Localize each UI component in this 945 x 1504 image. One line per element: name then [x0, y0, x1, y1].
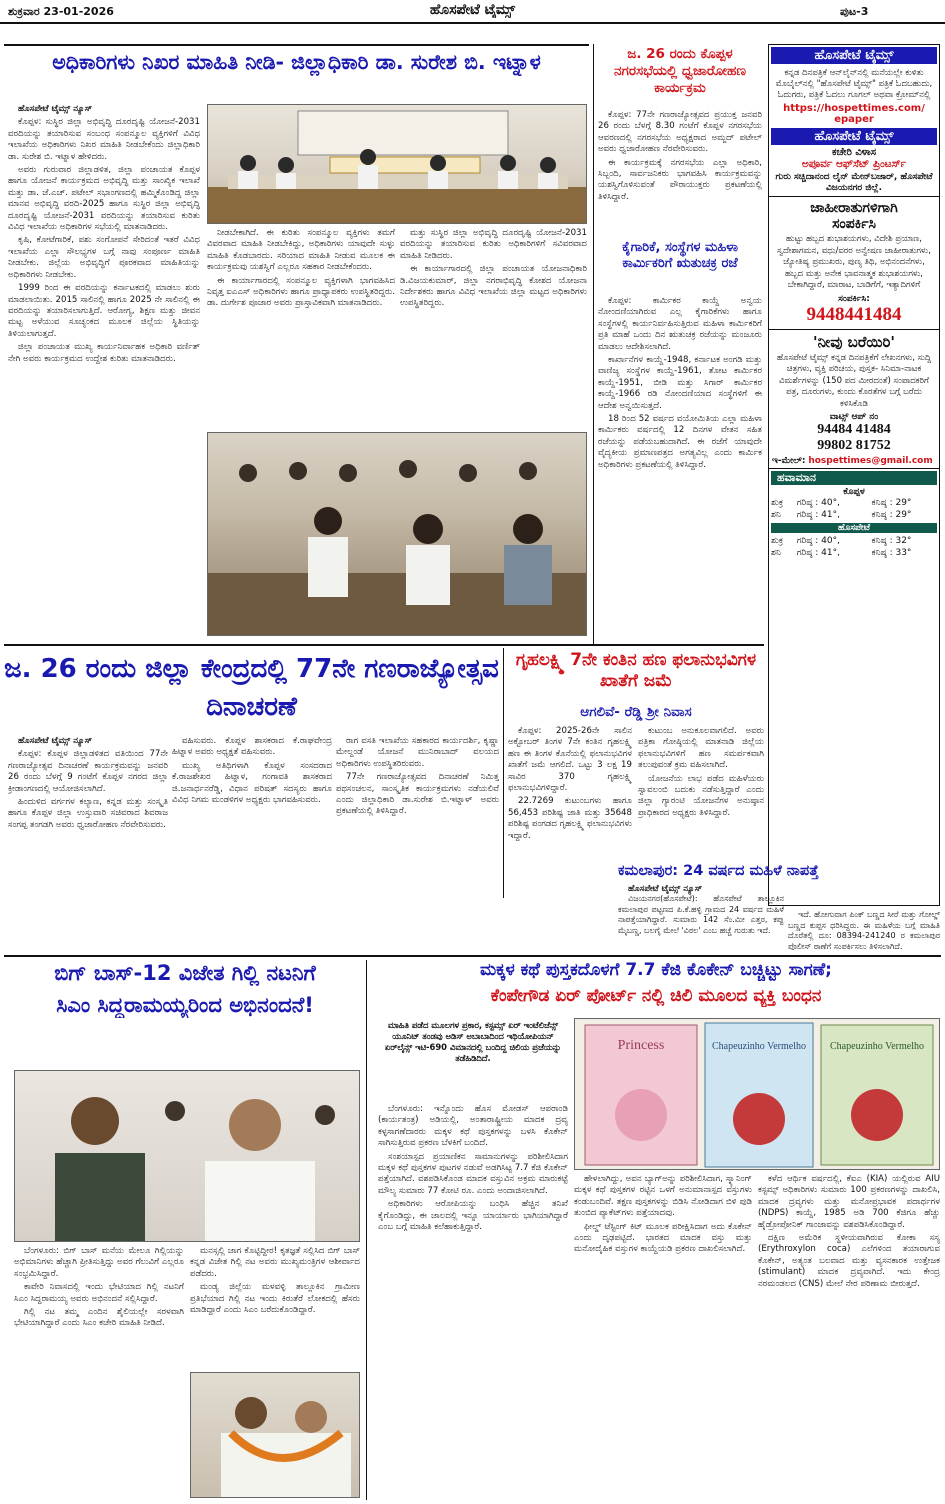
- masthead: [0, 0, 945, 24]
- article7-headline-2: ಸಿಎಂ ಸಿದ್ದರಾಮಯ್ಯರಿಂದ ಅಭಿನಂದನೆ!: [56, 993, 314, 1017]
- article2-headline: ಜ. 26 ರಂದು ಕೊಪ್ಪಳ ನಗರಸಭೆಯಲ್ಲಿ ಧ್ವಜಾರೋಹಣ ಕಾರ್ಯಕ್ರಮ: [614, 46, 746, 96]
- weather-city-1: ಕೊಪ್ಪಳ: [843, 487, 865, 497]
- epaper-url-path[interactable]: epaper: [834, 114, 874, 125]
- weather-row: ಶನಿ ಗರಿಷ್ಠ : 41°, ಕನಿಷ್ಠ : 33°: [771, 548, 912, 558]
- books-illustration: [575, 1019, 940, 1170]
- weather-row: ಶುಕ್ರ ಗರಿಷ್ಠ : 40°, ಕನಿಷ್ಠ : 29°: [771, 498, 912, 508]
- ads-phone[interactable]: 9448441484: [769, 304, 939, 330]
- article1-col2: ನೀಡಬೇಕಾಗಿದೆ. ಈ ಕುರಿತು ಸಂಪನ್ಮೂಲ ವ್ಯಕ್ತಿಗಳು ತಮಗೆ ವಿವರವಾದ ಮಾಹಿತಿ ನೀಡಬೇಕಿದ್ದು, ಅಧಿಕಾರಿಗಳು ಯಾವುದೇ ಸುಳ್ಳು ಮಾಹಿತಿ ಕೊಡಬಾರದು. ಸರಿಯಾದ ಮಾಹಿತಿ ನೀಡುವ ಮೂಲಕ ಈ ಕಾರ್ಯಕ್ರಮವು ಯಶಸ್ವಿಗೆ ಎಲ್ಲರೂ ಸಹಕಾರ ನೀಡಬೇಕೆಂದರು. ಈ ಕಾರ್ಯಾಗಾರದಲ್ಲಿ ಸಂಪನ್ಮೂಲ ವ್ಯಕ್ತಿಗಳಾಗಿ ಭಾಗವಹಿಸಿದ ನಿವೃತ್ತ ಐಎಎಸ್ ಅಧಿಕಾರಿಗಳು ಹಾಗೂ ಪ್ರಾಧ್ಯಾಪಕರು ಉಪಸ್ಥಿತರಿದ್ದರು. ಡಾ. ದುರ್ಗೇಶ ಪೂಜಾರ ಅವರು ಪ್ರಾಸ್ತಾವಿಕವಾಗಿ ಮಾತನಾಡಿದರು.: [207, 228, 395, 309]
- office-label: ಕಚೇರಿ ವಿಳಾಸ: [831, 147, 877, 158]
- printer-name: ಅಪೂರ್ವ ಆಫ್‌ಸೆಟ್ ಪ್ರಿಂಟರ್ಸ್: [801, 158, 907, 170]
- weather-city-2: ಹೊಸಪೇಟೆ: [771, 523, 937, 533]
- article8-lead: ಮಾಹಿತಿ ಪಡೆದ ಮೂಲಗಳ ಪ್ರಕಾರ, ಕಸ್ಟಮ್ಸ್ ಏರ್ ಇಂಟೆಲಿಜೆನ್ಸ್ ಯೂನಿಟ್ ತಂಡವು ಅಡಿಸ್ ಅಬಾಬಾದಿಂದ ಇಥಿಯೋಪಿಯನ್ ಏರ್‌ಲೈನ್ಸ್ ಇಟಿ-690 ವಿಮಾನದಲ್ಲಿ ಬಂದಿದ್ದ ಚಿಲಿಯ ಪ್ರಜೆಯನ್ನು ತಡೆಹಿಡಿದಿದೆ.: [384, 1020, 562, 1063]
- email-label: ಇ-ಮೇಲ್:: [772, 456, 806, 466]
- article4-col3: ರಾಗ ವಸತಿ ಇಲಾಖೆಯ ಸಹಕಾರದ ಕಾರ್ಯದರ್ಶಿ, ಕೃಷ್ಣಾ ಮೇಲ್ದಂಡೆ ಯೋಜನೆ ಮುನಿರಾಬಾದ್ ವಲಯದ ಅಧಿಕಾರಿಗಳು ಉಪಸ್ಥಿತರಿರುವರು. 77ನೇ ಗಣರಾಜ್ಯೋತ್ಸವದ ದಿನಾಚರಣೆ ನಿಮಿತ್ತ ಪಥಸಂಚಲನ, ಸಾಂಸ್ಕೃತಿಕ ಕಾರ್ಯಕ್ರಮಗಳು ನಡೆಯಲಿವೆ ಎಂದು ಜಿಲ್ಲಾಧಿಕಾರಿ ಡಾ.ಸುರೇಶ ಬಿ.ಇಟ್ನಾಳ್ ಅವರು ಪ್ರಕಟಣೆಯಲ್ಲಿ ತಿಳಿಸಿದ್ದಾರೆ.: [336, 736, 499, 817]
- article2-body: ಕೊಪ್ಪಳ: 77ನೇ ಗಣರಾಜ್ಯೋತ್ಸವದ ಪ್ರಯುಕ್ತ ಜನವರಿ 26 ರಂದು ಬೆಳಗ್ಗೆ 8.30 ಗಂಟೆಗೆ ಕೊಪ್ಪಳ ನಗರಸಭೆಯ ಆವರಣದಲ್ಲಿ ನಗರಸಭೆಯ ಅಧ್ಯಕ್ಷರಾದ ಅಮ್ಜದ್ ಪಟೇಲ್ ಅವರು ಧ್ವಜಾರೋಹಣ ನೆರವೇರಿಸುವರು. ಈ ಕಾರ್ಯಕ್ರಮಕ್ಕೆ ನಗರಸಭೆಯ ಎಲ್ಲಾ ಅಧಿಕಾರಿ, ಸಿಬ್ಬಂದಿ, ಸಾರ್ವಜನಿಕರು ಭಾಗವಹಿಸಿ ಕಾರ್ಯಕ್ರಮವನ್ನು ಯಶಸ್ವಿಗೊಳಿಸುವಂತೆ ಪೌರಾಯುಕ್ತರು ಪ್ರಕಟಣೆಯಲ್ಲಿ ತಿಳಿಸಿದ್ದಾರೆ.: [598, 110, 762, 202]
- article8-col1: ಬೆಂಗಳೂರು: ಇನ್ನೊಂದು ಹೊಸ ಮೋಡಸ್ ಆಪರಾಂಡಿ (ಕಾರ್ಯತಂತ್ರ) ಅಡಿಯಲ್ಲಿ, ಅಂತಾರಾಷ್ಟ್ರೀಯ ಮಾದಕ ದ್ರವ್ಯ ಕಳ್ಳಸಾಗಣೆದಾರರು ಮಕ್ಕಳ ಕಥೆ ಪುಸ್ತಕಗಳನ್ನು ಬಳಸಿ ಕೊಕೇನ್ ಸಾಗಿಸುತ್ತಿರುವ ಪ್ರಕರಣ ಬೆಳಕಿಗೆ ಬಂದಿದೆ. ಸಂಶಯಾಸ್ಪದ ಪ್ರಯಾಣಿಕನ ಸಾಮಾನುಗಳನ್ನು ಪರಿಶೀಲಿಸಿದಾಗ ಮಕ್ಕಳ ಕಥೆ ಪುಸ್ತಕಗಳ ಪುಟಗಳ ನಡುವೆ ಅಡಗಿಸಿಟ್ಟ 7.7 ಕೆಜಿ ಕೊಕೇನ್ ಪತ್ತೆಯಾಗಿದೆ. ವಶಪಡಿಸಿಕೊಂಡ ಮಾದಕ ವಸ್ತುವಿನ ಅಕ್ರಮ ಮಾರುಕಟ್ಟೆ ಮೌಲ್ಯ ಸುಮಾರು 77 ಕೋಟಿ ರೂ. ಎಂದು ಅಂದಾಜಿಸಲಾಗಿದೆ. ಅಧಿಕಾರಿಗಳು ಆರೋಪಿಯನ್ನು ಬಂಧಿಸಿ ಹೆಚ್ಚಿನ ತನಿಖೆ ಕೈಗೊಂಡಿದ್ದು, ಈ ಜಾಲದಲ್ಲಿ ಇನ್ನೂ ಯಾರ್ಯಾರು ಭಾಗಿಯಾಗಿದ್ದಾರೆ ಎಂಬ ಬಗ್ಗೆ ಮಾಹಿತಿ ಕಲೆಹಾಕುತ್ತಿದ್ದಾರೆ.: [378, 1104, 568, 1233]
- article7-col2: ಮನಸ್ಸಲ್ಲಿ ಜಾಗ ಕೊಟ್ಟಿದ್ದೀರ! ಕೃತಜ್ಞತೆ ಸಲ್ಲಿಸಿದ ಬಿಗ್ ಬಾಸ್ ಕನ್ನಡ ವಿಜೇತ ಗಿಲ್ಲಿ ನಟ ಅವರು ಮುಖ್ಯಮಂತ್ರಿಗಳ ಆಶೀರ್ವಾದ ಪಡೆದರು. ಮಂಡ್ಯ ಜಿಲ್ಲೆಯ ಮಳವಳ್ಳಿ ತಾಲ್ಲೂಕಿನ ಗ್ರಾಮೀಣ ಪ್ರತಿಭೆಯಾದ ಗಿಲ್ಲಿ ನಟ ಇಂದು ಕಿರುತೆರೆ ಲೋಕದಲ್ಲಿ ಹೆಸರು ಮಾಡಿದ್ದಾರೆ ಎಂದು ಸಿಎಂ ಬರೆದುಕೊಂಡಿದ್ದಾರೆ.: [190, 1246, 360, 1316]
- book-title-2: Chapeuzinho Vermelho: [712, 1041, 806, 1052]
- page-number: ಪುಟ-3: [840, 5, 869, 18]
- weather-table-1: [769, 497, 939, 521]
- article5-col2: ಕುಟುಂಬ ಅನುಕೂಲವಾಗಲಿದೆ. ಅವರು ಪತ್ರಿಕಾ ಗೋಷ್ಠಿಯಲ್ಲಿ ಮಾತನಾಡಿ ಜಿಲ್ಲೆಯ ಫಲಾನುಭವಿಗಳಿಗೆ ಹಣ ಸಮರ್ಪಕವಾಗಿ ತಲುಪುವಂತೆ ಕ್ರಮ ವಹಿಸಲಾಗಿದೆ. ಯೋಜನೆಯ ಲಾಭ ಪಡೆದ ಮಹಿಳೆಯರು ಸ್ವಾವಲಂಬಿ ಬದುಕು ನಡೆಸುತ್ತಿದ್ದಾರೆ ಎಂದು ಜಿಲ್ಲಾ ಗ್ಯಾರಂಟಿ ಯೋಜನೆಗಳ ಅನುಷ್ಠಾನ ಪ್ರಾಧಿಕಾರದ ಅಧ್ಯಕ್ಷರು ತಿಳಿಸಿದ್ದಾರೆ.: [638, 726, 764, 818]
- article3-headline: ಕೈಗಾರಿಕೆ, ಸಂಸ್ಥೆಗಳ ಮಹಿಳಾ ಕಾರ್ಮಿಕರಿಗೆ ಋತುಚಕ್ರ ರಜೆ: [622, 240, 738, 272]
- cocaine-books-photo: [574, 1018, 940, 1170]
- article1-col1: ಹೊಸಪೇಟೆ ಟೈಮ್ಸ್ ನ್ಯೂಸ್ ಕೊಪ್ಪಳ: ಸುಸ್ಥಿರ ಜಿಲ್ಲಾ ಅಭಿವೃದ್ಧಿ ದೂರದೃಷ್ಟಿ ಯೋಜನೆ-2031 ವರದಿಯನ್ನು ತಯಾರಿಸುವ ಸಂಬಂಧ ಸಂಪನ್ಮೂಲ ವ್ಯಕ್ತಿಗಳಿಗೆ ವಿವಿಧ ಇಲಾಖೆಯ ಅಧಿಕಾರಿಗಳು ನಿಖರ ಮಾಹಿತಿ ನೀಡಬೇಕೆಂದು ಜಿಲ್ಲಾಧಿಕಾರಿ ಡಾ. ಸುರೇಶ ಬಿ. ಇಟ್ನಾಳ ಹೇಳಿದರು. ಅವರು ಗುರುವಾರ ಜಿಲ್ಲಾಡಳಿತ, ಜಿಲ್ಲಾ ಪಂಚಾಯತ ಕೊಪ್ಪಳ ಹಾಗೂ ಯೋಜನೆ ಕಾರ್ಯಕ್ರಮದ ಅಭಿವೃದ್ಧಿ ಮತ್ತು ಸಾಂಖ್ಯಿಕ ಇಲಾಖೆ ಮತ್ತು ಡಾ. ಜೆ.ಎಚ್. ಪಟೇಲ್ ಸಭಾಂಗಣದಲ್ಲಿ ಹಮ್ಮಿಕೊಂಡಿದ್ದ ಜಿಲ್ಲಾ ಮಾನವ ಅಭಿವೃದ್ಧಿ ವರದಿ-2025 ಹಾಗೂ ಸುಸ್ಥಿರ ಜಿಲ್ಲಾ ಅಭಿವೃದ್ಧಿ ದೂರದೃಷ್ಟಿ ಯೋಜನೆ-2031 ವರದಿಯನ್ನು ತಯಾರಿಸುವ ಕುರಿತು ವಿವಿಧ ಇಲಾಖೆಯ ಅಧಿಕಾರಿಗಳ ಸಭೆಯಲ್ಲಿ ಮಾತನಾಡಿದರು. ಕೃಷಿ, ಕೋಟೆಗಾರಿಕೆ, ಪಶು ಸಂಗೋಪನೆ ಸೇರಿದಂತೆ ಇತರೆ ವಿವಿಧ ಇಲಾಖೆಯ ಎಲ್ಲಾ ಸೌಲಭ್ಯಗಳ ಬಗ್ಗೆ ನಾವು ಸಂಪೂರ್ಣ ಮಾಹಿತಿ ನೀಡಬೇಕು. ಜಿಲ್ಲೆಯ ಅಭಿವೃದ್ಧಿಗೆ ಪೂರಕವಾದ ಮಾಹಿತಿಯನ್ನು ಅಧಿಕಾರಿಗಳು ನೀಡಬೇಕು. 1999 ರಿಂದ ಈ ವರದಿಯನ್ನು ಕರ್ನಾಟಕದಲ್ಲಿ ಮಾಡಲು ಶುರು ಮಾಡಲಾಯಿತು. 2015 ಸಾಲಿನಲ್ಲಿ ಹಾಗೂ 2025 ನೇ ಸಾಲಿನಲ್ಲಿ ಈ ವರದಿಯನ್ನು ತಯಾರಿಸಲಾಗುತ್ತಿದೆ. ಆರೋಗ್ಯ, ಶಿಕ್ಷಣ ಮತ್ತು ಜೀವನ ಮಟ್ಟ ಅಳೆಯುವ ಸೂಚ್ಯಂಕದ ಮೂಲಕ ಜಿಲ್ಲೆಯ ಸ್ಥಿತಿಯನ್ನು ತಿಳಿಯಲಾಗುತ್ತದೆ. ಜಿಲ್ಲಾ ಪಂಚಾಯತ ಮುಖ್ಯ ಕಾರ್ಯನಿರ್ವಾಹಕ ಅಧಿಕಾರಿ ವರ್ಣಿತ್ ನೇಗಿ ಅವರು ಕಾರ್ಯಕ್ರಮದ ಉದ್ದೇಶ ಕುರಿತು ಮಾತನಾಡಿದರು.: [8, 104, 200, 364]
- article6-col1: ಹೊಸಪೇಟೆ ಟೈಮ್ಸ್ ನ್ಯೂಸ್: [628, 884, 703, 894]
- weather-title: ಹವಾಮಾನ: [771, 471, 937, 485]
- article5-col1: ಕೊಪ್ಪಳ: 2025-26ನೇ ಸಾಲಿನ ಅಕ್ಟೋಬರ್ ತಿಂಗಳ 7ನೇ ಕಂತಿನ ಗೃಹಲಕ್ಷ್ಮಿ ಹಣ ಈ ತಿಂಗಳ ಕೊನೆಯಲ್ಲಿ ಫಲಾನುಭವಿಗಳ ಖಾತೆಗೆ ಜಮೆ ಆಗಲಿದೆ. ಒಟ್ಟು 3 ಲಕ್ಷ 19 ಸಾವಿರ 370 ಗೃಹಲಕ್ಷ್ಮಿ ಫಲಾನುಭವಿಗಳಿದ್ದಾರೆ. 22.7269 ಕುಟುಂಬಗಳು ಹಾಗೂ 56,453 ಪರಿಶಿಷ್ಟ ಜಾತಿ ಮತ್ತು 35648 ಪರಿಶಿಷ್ಟ ಪಂಗಡದ ಗೃಹಲಕ್ಷ್ಮಿ ಫಲಾನುಭವಿಗಳು ಇದ್ದಾರೆ.: [508, 726, 632, 841]
- meeting-audience-photo: [207, 432, 587, 636]
- sidebar: [768, 44, 940, 906]
- whatsapp-phone-1[interactable]: 94484 41484: [817, 422, 891, 437]
- audience-illustration: [208, 433, 587, 636]
- article6-headline: ಕಮಲಾಪುರ: 24 ವರ್ಷದ ಮಹಿಳೆ ನಾಪತ್ತೆ: [618, 863, 819, 879]
- issue-date: ಶುಕ್ರವಾರ 23-01-2026: [8, 5, 114, 18]
- weather-row: ಶನಿ ಗರಿಷ್ಠ : 41°, ಕನಿಷ್ಠ : 29°: [771, 510, 912, 520]
- weather-table-2: [769, 535, 939, 559]
- article5-headline: ಗೃಹಲಕ್ಷ್ಮಿ 7ನೇ ಕಂತಿನ ಹಣ ಫಲಾನುಭವಿಗಳ ಖಾತೆಗೆ ಜಮೆ: [515, 650, 757, 692]
- article3-body: ಕೊಪ್ಪಳ: ಕಾರ್ಮಿಕರ ಕಾಯ್ದೆ ಅನ್ವಯ ನೋಂದಣಿಯಾಗಿರುವ ಎಲ್ಲ ಕೈಗಾರಿಕೆಗಳು ಹಾಗೂ ಸಂಸ್ಥೆಗಳಲ್ಲಿ ಕಾರ್ಯನಿರ್ವಹಿಸುತ್ತಿರುವ ಮಹಿಳಾ ಕಾರ್ಮಿಕರಿಗೆ ಪ್ರತಿ ಮಾಹೆ ಒಂದು ದಿನ ಋತುಚಕ್ರ ರಜೆಯನ್ನು ಮಂಜೂರು ಮಾಡಲು ಆದೇಶಿಸಲಾಗಿದೆ. ಕಾರ್ಖಾನೆಗಳ ಕಾಯ್ದೆ-1948, ಕರ್ನಾಟಕ ಅಂಗಡಿ ಮತ್ತು ವಾಣಿಜ್ಯ ಸಂಸ್ಥೆಗಳ ಕಾಯ್ದೆ-1961, ತೋಟ ಕಾರ್ಮಿಕರ ಕಾಯ್ದೆ-1951, ಬೀಡಿ ಮತ್ತು ಸಿಗಾರ್ ಕಾರ್ಮಿಕರ ಕಾಯ್ದೆ-1966 ರಡಿ ನೋಂದಣಿಯಾದ ಸಂಸ್ಥೆಗಳಿಗೆ ಈ ಆದೇಶ ಅನ್ವಯಿಸುತ್ತದೆ. 18 ರಿಂದ 52 ವರ್ಷದ ವಯೋಮಿತಿಯ ಎಲ್ಲಾ ಮಹಿಳಾ ಕಾರ್ಮಿಕರು ವರ್ಷದಲ್ಲಿ 12 ದಿನಗಳ ವೇತನ ಸಹಿತ ರಜೆಯನ್ನು ಪಡೆಯಬಹುದಾಗಿದೆ. ಈ ರಜೆಗೆ ಯಾವುದೇ ವೈದ್ಯಕೀಯ ಪ್ರಮಾಣಪತ್ರದ ಅಗತ್ಯವಿಲ್ಲ ಎಂದು ಕಾರ್ಮಿಕ ಅಧಿಕಾರಿಗಳು ಪ್ರಕಟಣೆಯಲ್ಲಿ ತಿಳಿಸಿದ್ದಾರೆ.: [598, 296, 762, 470]
- article1-dateline: ಹೊಸಪೇಟೆ ಟೈಮ್ಸ್ ನ್ಯೂಸ್: [18, 104, 93, 114]
- book-title-1: Princess: [617, 1038, 665, 1053]
- article8-col2: ಹೇಳಲಾಗಿದ್ದು, ಅವನ ಬ್ಯಾಗ್‌ಅನ್ನು ಪರಿಶೀಲಿಸಿದಾಗ, ಸ್ಕ್ಯಾನಿಂಗ್ ಮಕ್ಕಳ ಕಥೆ ಪುಸ್ತಕಗಳ ರಟ್ಟಿನ ಒಳಗೆ ಅನುಮಾನಾಸ್ಪದ ವಸ್ತುಗಳು ಕಂಡುಬಂದಿವೆ. ತಕ್ಷಣ ಪುಸ್ತಕಗಳನ್ನು ಬಿಡಿಸಿ ನೋಡಿದಾಗ ಬಿಳಿ ಪುಡಿ ತುಂಬಿದ ಪ್ಯಾಕೆಟ್‌ಗಳು ಪತ್ತೆಯಾದವು. ಫೀಲ್ಡ್ ಟೆಸ್ಟಿಂಗ್ ಕಿಟ್ ಮೂಲಕ ಪರೀಕ್ಷಿಸಿದಾಗ ಅದು ಕೊಕೇನ್ ಎಂದು ದೃಢಪಟ್ಟಿದೆ. ಭಾರತದ ಮಾದಕ ವಸ್ತು ಮತ್ತು ಮನೋದೈಹಿಕ ವಸ್ತುಗಳ ಕಾಯ್ದೆಯಡಿ ಪ್ರಕರಣ ದಾಖಲಿಸಲಾಗಿದೆ.: [574, 1174, 752, 1255]
- article6-col2: ಇದೆ. ಹೋಗುವಾಗ ಪಿಂಕ್ ಬಣ್ಣದ ಸೀರೆ ಮತ್ತು ಗೋಲ್ಡ್ ಬಣ್ಣದ ಕುಪ್ಪಸ ಧರಿಸಿದ್ದರು. ಈ ಮಹಿಳೆಯ ಬಗ್ಗೆ ಮಾಹಿತಿ ದೊರೆತಲ್ಲಿ ದೂ: 08394-241240 ರ ಕಮಲಾಪುರ ಪೊಲೀಸ್ ಠಾಣೆಗೆ ಸಂಪರ್ಕಿಸಲು ತಿಳಿಸಲಾಗಿದೆ.: [788, 910, 940, 951]
- write-text: ಹೊಸಪೇಟೆ ಟೈಮ್ಸ್ ಕನ್ನಡ ದಿನಪತ್ರಿಕೆಗೆ ಲೇಖನಗಳು, ಸುದ್ದಿ ಚಿತ್ರಗಳು, ವ್ಯಕ್ತಿ ಪರಿಚಯ, ಪುಸ್ತಕ- ಸಿನಿಮಾ-ನಾಟಕ ವಿಮರ್ಶೆಗಳನ್ನು (150 ಪದ ಮೀರದಂತೆ) ಸಂಪಾದಕರಿಗೆ ಪತ್ರ, ದೂರುಗಳು, ಕುಂದು ಕೊರತೆಗಳ ಬಗ್ಗೆ ಬರೆದು ಕಳಿಸಿಕೊಡಿ: [776, 352, 932, 409]
- sidebar-ad2-title: ಹೊಸಪೇಟೆ ಟೈಮ್ಸ್: [771, 128, 937, 145]
- bigboss-garland-photo: [190, 1372, 360, 1498]
- bigboss-cm-photo: [14, 1070, 360, 1242]
- article4-col1: ಹೊಸಪೇಟೆ ಟೈಮ್ಸ್ ನ್ಯೂಸ್ ಕೊಪ್ಪಳ: ಕೊಪ್ಪಳ ಜಿಲ್ಲಾಡಳಿತದ ವತಿಯಿಂದ 77ನೇ ಗಣರಾಜ್ಯೋತ್ಸವ ದಿನಾಚರಣೆ ಕಾರ್ಯಕ್ರಮವನ್ನು ಜನವರಿ 26 ರಂದು ಬೆಳಗ್ಗೆ 9 ಗಂಟೆಗೆ ಕೊಪ್ಪಳ ನಗರದ ಜಿಲ್ಲಾ ಕ್ರೀಡಾಂಗಣದಲ್ಲಿ ಆಯೋಜಿಸಲಾಗಿದೆ. ಹಿಂದುಳಿದ ವರ್ಗಗಳ ಕಲ್ಯಾಣ, ಕನ್ನಡ ಮತ್ತು ಸಂಸ್ಕೃತಿ ಹಾಗೂ ಕೊಪ್ಪಳ ಜಿಲ್ಲಾ ಉಸ್ತುವಾರಿ ಸಚಿವರಾದ ಶಿವರಾಜ ಸಂಗಪ್ಪ ತಂಗಡಗಿ ಅವರು ಧ್ವಜಾರೋಹಣ ನೆರವೇರಿಸುವರು.: [8, 736, 168, 830]
- article4-col2: ವಹಿಸುವರು. ಕೊಪ್ಪಳ ಶಾಸಕರಾದ ಕೆ.ರಾಘವೇಂದ್ರ ಹಿಟ್ನಾಳ ಅವರು ಅಧ್ಯಕ್ಷತೆ ವಹಿಸುವರು. ಮುಖ್ಯ ಅತಿಥಿಗಳಾಗಿ ಕೊಪ್ಪಳ ಸಂಸದರಾದ ಕೆ.ರಾಜಶೇಖರ ಹಿಟ್ನಾಳ, ಗಂಗಾವತಿ ಶಾಸಕರಾದ ಜಿ.ಜನಾರ್ಧನರೆಡ್ಡಿ, ವಿಧಾನ ಪರಿಷತ್ ಸದಸ್ಯರು ಹಾಗೂ ವಿವಿಧ ನಿಗಮ ಮಂಡಳಿಗಳ ಅಧ್ಯಕ್ಷರು ಭಾಗವಹಿಸುವರು.: [172, 736, 332, 806]
- sidebar-ad1-text: ಕನ್ನಡ ದಿನಪತ್ರಿಕೆ ಆನ್‌ಲೈನ್‌ನಲ್ಲಿ ಮನೆಯಲ್ಲೇ ಕುಳಿತು ಮೊಬೈಲ್‌ನಲ್ಲಿ "ಹೊಸಪೇಟೆ ಟೈಮ್ಸ್" ಪತ್ರಿಕೆ ಓದಬಹುದು, ಓದುಗರು, ಪತ್ರಿಕೆ ಓದಲು ಗೂಗಲ್ ಅಥವಾ ಕ್ರೋಮ್‌ನಲ್ಲಿ: [775, 68, 933, 100]
- article6-body: ವಿಜಯನಗರ(ಹೊಸಪೇಟೆ): ಹೊಸಪೇಟೆ ತಾಲ್ಲೂಕಿನ ಕಮಲಾಪುರ ಪಟ್ಟಣದ ಪಿ.ಕೆ.ಹಳ್ಳಿ ಗ್ರಾಮದ 24 ವರ್ಷದ ಮಹಿಳೆ ನಾಪತ್ತೆಯಾಗಿದ್ದಾರೆ. ಸುಮಾರು 142 ಸೆಂ.ಮೀ ಎತ್ತರ, ಕಪ್ಪು ಮೈಬಣ್ಣ, ಬಲಗೈ ಮೇಲೆ 'ವಿಠಲ' ಎಂಬ ಹಚ್ಚೆ ಗುರುತು ಇದೆ.: [618, 894, 784, 935]
- article4-dateline: ಹೊಸಪೇಟೆ ಟೈಮ್ಸ್ ನ್ಯೂಸ್: [18, 736, 93, 746]
- office-address: ಗುರು ಸಚ್ಚಿದಾನಂದ ಲೈನ್ ಮೇನ್‌ಬಜಾರ್, ಹೊಸಪೇಟೆ: [775, 172, 933, 182]
- article7-headline-1: ಬಿಗ್ ಬಾಸ್-12 ವಿಜೇತ ಗಿಲ್ಲಿ ನಟನಿಗೆ: [54, 961, 316, 985]
- article1-col3: ಮತ್ತು ಸುಸ್ಥಿರ ಜಿಲ್ಲಾ ಅಭಿವೃದ್ಧಿ ದೂರದೃಷ್ಟಿ ಯೋಜನೆ-2031 ವರದಿಯನ್ನು ತಯಾರಿಸುವ ಕುರಿತು ಅಧಿಕಾರಿಗಳಿಗೆ ಸವಿವರವಾದ ಮಾಹಿತಿ ನೀಡಿದರು. ಈ ಕಾರ್ಯಾಗಾರದಲ್ಲಿ ಜಿಲ್ಲಾ ಪಂಚಾಯತ ಯೋಜನಾಧಿಕಾರಿ ಡಿ.ವಿಜಯಕುಮಾರ್, ಜಿಲ್ಲಾ ನಗರಾಭಿವೃದ್ಧಿ ಕೋಶದ ಯೋಜನಾ ನಿರ್ದೇಶಕರು ಹಾಗೂ ವಿವಿಧ ಇಲಾಖೆಯ ಜಿಲ್ಲಾ ಮಟ್ಟದ ಅಧಿಕಾರಿಗಳು ಉಪಸ್ಥಿತರಿದ್ದರು.: [400, 228, 587, 309]
- whatsapp-label: ವಾಟ್ಸ್ ಆಪ್ ನಂ: [829, 412, 879, 422]
- epaper-url[interactable]: https://hospettimes.com/: [783, 103, 925, 114]
- article8-col3: ಕಳೆದ ಆರ್ಥಿಕ ವರ್ಷದಲ್ಲಿ, ಕೆಐಎ (KIA) ಯಲ್ಲಿರುವ AIU ಕಸ್ಟಮ್ಸ್ ಅಧಿಕಾರಿಗಳು ಸುಮಾರು 100 ಪ್ರಕರಣಗಳನ್ನು ದಾಖಲಿಸಿ, ಮಾದಕ ದ್ರವ್ಯಗಳು ಮತ್ತು ಮನೋಪ್ರಭಾವಕ ಪದಾರ್ಥಗಳ (NDPS) ಕಾಯ್ದೆ, 1985 ಅಡಿ 700 ಕೆಜಿಗೂ ಹೆಚ್ಚು ಹೈಡ್ರೋಪೋನಿಕ್ ಗಾಂಜಾವನ್ನು ವಶಪಡಿಸಿಕೊಂಡಿದ್ದಾರೆ. ದಕ್ಷಿಣ ಅಮೆರಿಕ ಸ್ಥಳೀಯವಾಗಿರುವ ಕೋಕಾ ಸಸ್ಯ (Erythroxylon coca) ಎಲೆಗಳಿಂದ ತಯಾರಾಗುವ ಕೊಕೇನ್, ಅತ್ಯಂತ ಬಲವಾದ ಮತ್ತು ವ್ಯಸನಕಾರಕ ಉತ್ತೇಜಕ (stimulant) ಮಾದಕ ದ್ರವ್ಯವಾಗಿದೆ. ಇದು ಕೇಂದ್ರ ನರಮಂಡಲದ (CNS) ಮೇಲೆ ನೇರ ಪರಿಣಾಮ ಬೀರುತ್ತದೆ.: [758, 1174, 940, 1289]
- article8-headline-2: ಕೆಂಪೇಗೌಡ ಏರ್ ಪೋರ್ಟ್ ನಲ್ಲಿ ಚಿಲಿ ಮೂಲದ ವ್ಯಕ್ತಿ ಬಂಧನ: [490, 986, 822, 1006]
- office-district: ವಿಜಯನಗರ ಜಿಲ್ಲೆ.: [769, 183, 939, 197]
- article1-headline: ಅಧಿಕಾರಿಗಳು ನಿಖರ ಮಾಹಿತಿ ನೀಡಿ- ಜಿಲ್ಲಾಧಿಕಾರಿ ಡಾ. ಸುರೇಶ ಬಿ. ಇಟ್ನಾಳ: [52, 50, 541, 74]
- ads-title: ಜಾಹೀರಾತುಗಳಿಗಾಗಿ: [810, 200, 898, 216]
- article5-subheadline: ಆಗಲಿವೆ- ರೆಡ್ಡಿ ಶ್ರೀ ನಿವಾಸ: [580, 704, 692, 720]
- masthead-title: ಹೊಸಪೇಟೆ ಟೈಮ್ಸ್: [429, 2, 516, 18]
- ads-contact-label: ಸಂಪರ್ಕಿಸಿ:: [838, 293, 870, 304]
- whatsapp-phone-2[interactable]: 99802 81752: [817, 438, 891, 453]
- article4-headline: ಜ. 26 ರಂದು ಜಿಲ್ಲಾ ಕೇಂದ್ರದಲ್ಲಿ 77ನೇ ಗಣರಾಜ್ಯೋತ್ಸವ ದಿನಾಚರಣೆ: [4, 654, 499, 722]
- email-address[interactable]: hospettimes@gmail.com: [808, 456, 933, 466]
- weather-row: ಶುಕ್ರ ಗರಿಷ್ಠ : 40°, ಕನಿಷ್ಠ : 32°: [771, 536, 912, 546]
- sidebar-ad1-title: ಹೊಸಪೇಟೆ ಟೈಮ್ಸ್: [771, 47, 937, 64]
- article7-col1: ಬೆಂಗಳೂರು: ಬಿಗ್ ಬಾಸ್ ಮನೆಯ ಮೇಲೂ ಗಿಲ್ಲಿಯನ್ನು ಅಭಿಮಾನಿಗಳು ಹೆಚ್ಚಾಗಿ ಪ್ರೀತಿಸುತ್ತಿದ್ದು ಅವರ ಗೆಲುವಿಗೆ ಎಲ್ಲರೂ ಸಂಭ್ರಮಿಸಿದ್ದಾರೆ. ಕಾವೇರಿ ನಿವಾಸದಲ್ಲಿ ಇಂದು ಭೇಟಿಯಾದ ಗಿಲ್ಲಿ ನಟನಿಗೆ ಸಿಎಂ ಸಿದ್ದರಾಮಯ್ಯ ಅವರು ಅಭಿನಂದನೆ ಸಲ್ಲಿಸಿದ್ದಾರೆ. ಗಿಲ್ಲಿ ನಟ ತಮ್ಮ ಎಂದಿನ ಶೈಲಿಯಲ್ಲೇ ಸರಳವಾಗಿ ಭೇಟಿಯಾಗಿದ್ದಾರೆ ಎಂದು ಸಿಎಂ ಕಚೇರಿ ಮಾಹಿತಿ ನೀಡಿದೆ.: [14, 1246, 184, 1329]
- stage-illustration: [208, 105, 587, 224]
- bigboss-cm-illustration: [15, 1071, 360, 1242]
- garland-illustration: [191, 1373, 360, 1498]
- meeting-stage-photo: [207, 104, 587, 224]
- book-title-3: Chapeuzinho Vermelho: [830, 1041, 924, 1052]
- ads-text: ಹುಟ್ಟು ಹಬ್ಬದ ಶುಭಾಶಯಗಳು, ವಿದೇಶಿ ಪ್ರಯಾಣ, ಸ್ವದೇಶಾಗಮನ, ವಧು/ವರರ ಅನ್ವೇಷಣ ಜಾಹೀರಾತುಗಳು, ಜ್ಯೋತಿಷ್ಯ ಪ್ರಮುಖರು, ಪುಣ್ಯ ತಿಥಿ, ಅಭಿನಂದನೆಗಳು, ಹಬ್ಬದ ಮತ್ತು ಅನೇಕ ಭಾವನಾತ್ಮಕ ಶುಭಾಶಯಗಳು, ಬೇಕಾಗಿದ್ದಾರೆ, ಮಾರಾಟ, ಬಾಡಿಗೆಗೆ, ಇತ್ಯಾದಿಗಳಿಗೆ: [777, 234, 931, 290]
- ads-contact: ಸಂಪರ್ಕಿಸಿ: [832, 216, 876, 232]
- write-title: 'ನೀವು ಬರೆಯಿರಿ': [812, 332, 895, 351]
- article8-headline-1: ಮಕ್ಕಳ ಕಥೆ ಪುಸ್ತಕದೊಳಗೆ 7.7 ಕೆಜಿ ಕೊಕೇನ್ ಬಚ್ಚಿಟ್ಟು ಸಾಗಣೆ;: [480, 960, 832, 980]
